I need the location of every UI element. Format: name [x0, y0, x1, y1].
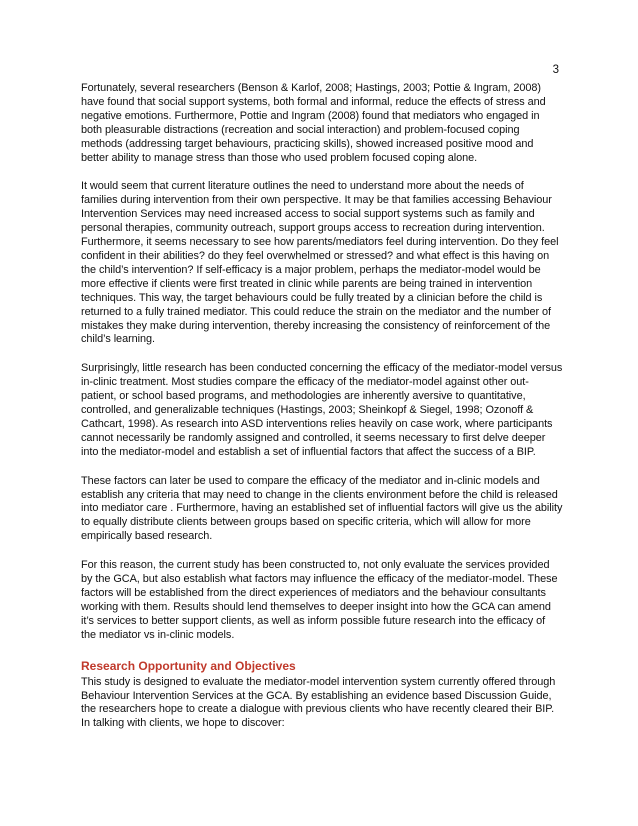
section-heading: Research Opportunity and Objectives	[81, 658, 296, 673]
paragraph-family-needs: It would seem that current literature outlines the need to understand more about the needs of families during intervention from their own perspective. It may be that families accessing Behaviour Intervention Services may need increased access to social support systems such as family and personal therapies, community outreach, support groups access to recreation during intervention. Furthermore, it seems necessary to see how parents/mediators feel during intervention. Do they feel confident in their abilities? do they feel overwhelmed or stressed? and what effect is this having on the child’s intervention? If self-efficacy is a major problem, perhaps the mediator-model would be more effective if clients were first treated in clinic while parents are being trained in intervention techniques. This way, the target behaviours could be fully treated by a clinician before the child is returned to a fully trained mediator. This could reduce the strain on the mediator and the number of mistakes they make during intervention, thereby increasing the consistency of reinforcement of the child’s learning.	[81, 180, 559, 346]
page-body	[81, 82, 563, 746]
paragraph-study-design: This study is designed to evaluate the mediator-model intervention system currently offered through Behaviour Intervention Services at the GCA. By establishing an evidence based Discussion Guide, the researchers hope to create a dialogue with previous clients who have recently cleared their BIP. In talking with clients, we hope to discover:	[81, 675, 556, 730]
paragraph-influential-factors: These factors can later be used to compare the efficacy of the mediator and in-clinic models and establish any criteria that may need to change in the clients environment before the child is released into mediator care . Furthermore, having an established set of influential factors will give us the ability to equally distribute clients between groups based on specific criteria, which will allow for more empirically based research.	[81, 474, 563, 543]
paragraph-current-study: For this reason, the current study has been constructed to, not only evaluate the services provided by the GCA, but also establish what factors may influence the efficacy of the mediator-model. These factors will be established from the direct experiences of mediators and the behaviour consultants working with them. Results should lend themselves to deeper insight into how the GCA can amend it’s services to better support clients, as well as inform possible future research into the efficacy of the mediator vs in-clinic models.	[81, 559, 558, 641]
paragraph-social-support: Fortunately, several researchers (Benson & Karlof, 2008; Hastings, 2003; Pottie & Ingram, 2008) have found that social support systems, both formal and informal, reduce the effects of stress and negative emotions. Furthermore, Pottie and Ingram (2008) found that mediators who engaged in both pleasurable distractions (recreation and social interaction) and problem-focused coping methods (addressing target behaviours, practicing skills), showed increased positive mood and better ability to manage stress than those who used problem focused coping alone.	[81, 82, 546, 164]
page-number: 3	[552, 64, 559, 76]
paragraph-research-gap: Surprisingly, little research has been conducted concerning the efficacy of the mediator-model versus in-clinic treatment. Most studies compare the efficacy of the mediator-model against other out-patient, or school based programs, and methodologies are inherently aversive to quantitative, controlled, and generalizable techniques (Hastings, 2003; Sheinkopf & Siegel, 1998; Ozonoff & Cathcart, 1998). As research into ASD interventions relies heavily on case work, where participants cannot necessarily be randomly assigned and controlled, it seems necessary to first delve deeper into the mediator-model and establish a set of influential factors that affect the success of a BIP.	[81, 362, 563, 458]
